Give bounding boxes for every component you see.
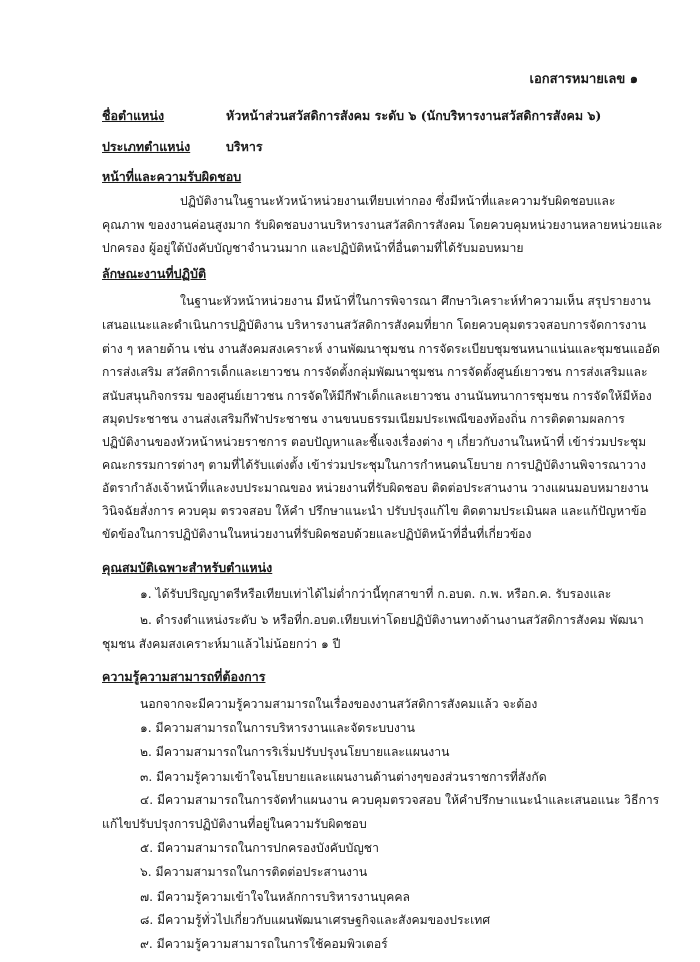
knowledge-item: ๔. มีความสามารถในการจัดทำแผนงาน ควบคุมตรวจสอบ ให้คำปรึกษาแนะนำและเสนอแนะ วิธีการ (140, 793, 660, 807)
knowledge-intro: นอกจากจะมีความรู้ความสามารถในเรื่องของงานสวัสดิการสังคมแล้ว จะต้อง (140, 697, 538, 711)
duties-line: คุณภาพ ของงานค่อนสูงมาก รับผิดชอบงานบริหารงานสวัสดิการสังคม โดยควบคุมหน่วยงานหลายหน่วยและ (102, 218, 663, 232)
work-line: การส่งเสริม สวัสดิการเด็กและเยาวชน การจัดตั้งกลุ่มพัฒนาชุมชน การจัดตั้งศูนย์เยาวชน การส่งเสริมและ (102, 365, 648, 379)
knowledge-item: ๗. มีความรู้ความเข้าใจในหลักการบริหารงานบุคคล (140, 890, 410, 904)
knowledge-item: ๑. มีความสามารถในการบริหารงานและจัดระบบงาน (140, 721, 415, 735)
knowledge-item: แก้ไขปรับปรุงการปฏิบัติงานที่อยู่ในความรับผิดชอบ (102, 817, 367, 831)
knowledge-item: ๒. มีความสามารถในการริเริ่มปรับปรุงนโยบายและแผนงาน (140, 745, 450, 759)
knowledge-heading: ความรู้ความสามารถที่ต้องการ (102, 669, 266, 684)
qualifications-heading: คุณสมบัติเฉพาะสำหรับตำแหน่ง (102, 560, 273, 575)
position-name-value: หัวหน้าส่วนสวัสดิการสังคม ระดับ ๖ (นักบริหารงานสวัสดิการสังคม ๖) (226, 108, 602, 123)
duties-line: ปฏิบัติงานในฐานะหัวหน้าหน่วยงานเทียบเท่ากอง ซึ่งมีหน้าที่และความรับผิดชอบและ (180, 194, 616, 208)
qualification-line: ชุมชน สังคมสงเคราะห์มาแล้วไม่น้อยกว่า ๑ ปี (102, 637, 341, 651)
duties-heading: หน้าที่และความรับผิดชอบ (102, 169, 242, 184)
work-line: คณะกรรมการต่างๆ ตามที่ได้รับแต่งตั้ง เข้าร่วมประชุมในการกำหนดนโยบาย การปฏิบัติงานพิจารณาวาง (102, 458, 646, 472)
work-line: สมุดประชาชน งานส่งเสริมกีฬาประชาชน งานขนบธรรมเนียมประเพณีของท้องถิ่น การติดตามผลการ (102, 412, 625, 426)
position-type-value: บริหาร (226, 139, 263, 154)
position-name-label: ชื่อตำแหน่ง (102, 108, 165, 123)
work-line: ขัดข้องในการปฏิบัติงานในหน่วยงานที่รับผิดชอบด้วยและปฏิบัติหน้าที่อื่นที่เกี่ยวข้อง (102, 527, 532, 541)
qualification-line: ๑. ได้รับปริญญาตรีหรือเทียบเท่าได้ไม่ต่ำกว่านี้ทุกสาขาที่ ก.อบต. ก.พ. หรือก.ค. รับรองและ (140, 587, 612, 601)
work-line: เสนอแนะและดำเนินการปฏิบัติงาน บริหารงานสวัสดิการสังคมที่ยาก โดยควบคุมตรวจสอบการจัดการงาน (102, 318, 647, 332)
position-type-label: ประเภทตำแหน่ง (102, 139, 191, 154)
knowledge-item: ๖. มีความสามารถในการติดต่อประสานงาน (140, 865, 368, 879)
work-line: ในฐานะหัวหน้าหน่วยงาน มีหน้าที่ในการพิจารณา ศึกษาวิเคราะห์ทำความเห็น สรุปรายงาน (180, 294, 651, 308)
work-line: ต่าง ๆ หลายด้าน เช่น งานสังคมสงเคราะห์ งานพัฒนาชุมชน การจัดระเบียบชุมชนหนาแน่นและชุมชนแออัด (102, 342, 660, 356)
work-line: วินิจฉัยสั่งการ ควบคุม ตรวจสอบ ให้คำ ปรึกษาแนะนำ ปรับปรุงแก้ไข ติดตามประเมินผล และแก้ปัญหาข้อ (102, 504, 647, 518)
work-heading: ลักษณะงานที่ปฏิบัติ (102, 266, 207, 281)
knowledge-item: ๕. มีความสามารถในการปกครองบังคับบัญชา (140, 841, 379, 855)
knowledge-item: ๓. มีความรู้ความเข้าใจนโยบายและแผนงานด้านต่างๆของส่วนราชการที่สังกัด (140, 770, 547, 784)
work-line: ปฏิบัติงานของหัวหน้าหน่วยราชการ ตอบปัญหาและชี้แจงเรื่องต่าง ๆ เกี่ยวกับงานในหน้าที่ เข้าร่วมประชุม (102, 435, 647, 449)
work-line: อัตรากำลังเจ้าหน้าที่และงบประมาณของ หน่วยงานที่รับผิดชอบ ติดต่อประสานงาน วางแผนมอบหมายงาน (102, 481, 649, 495)
knowledge-item: ๙. มีความรู้ความสามารถในการใช้คอมพิวเตอร์ (140, 937, 388, 951)
knowledge-item: ๘. มีความรู้ทั่วไปเกี่ยวกับแผนพัฒนาเศรษฐกิจและสังคมของประเทศ (140, 913, 491, 927)
work-line: สนับสนุนกิจกรรม ของศูนย์เยาวชน การจัดให้มีกีฬาเด็กและเยาวชน งานนันทนาการชุมชน การจัดให้มีห้อง (102, 389, 652, 403)
duties-line: ปกครอง ผู้อยู่ใต้บังคับบัญชาจำนวนมาก และปฏิบัติหน้าที่อื่นตามที่ได้รับมอบหมาย (102, 241, 524, 255)
qualification-line: ๒. ดำรงตำแหน่งระดับ ๖ หรือที่ก.อบต.เทียบเท่าโดยปฏิบัติงานทางด้านงานสวัสดิการสังคม พัฒนา (140, 613, 644, 627)
document-number: เอกสารหมายเลข ๑ (529, 72, 638, 87)
